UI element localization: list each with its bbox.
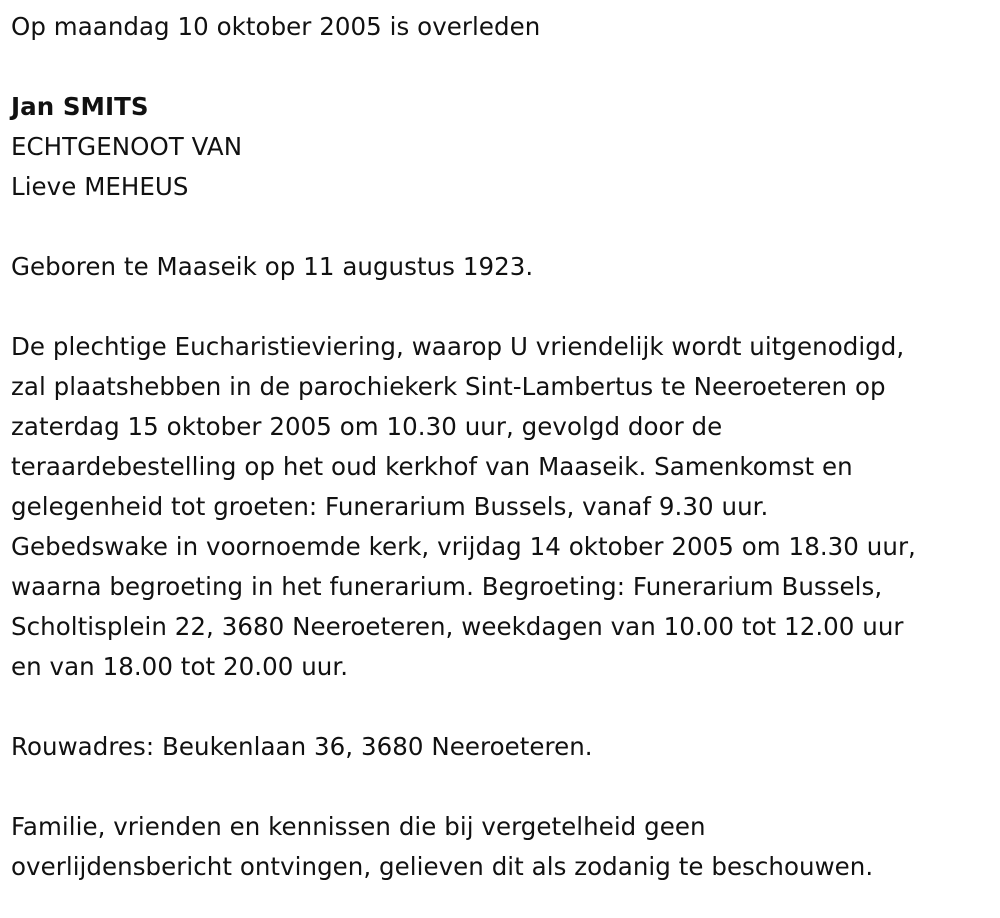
- ceremony-line: zaterdag 15 oktober 2005 om 10.30 uur, gevolgd door de: [11, 412, 723, 441]
- spouse-name: Lieve MEHEUS: [11, 172, 189, 201]
- ceremony-line: Scholtisplein 22, 3680 Neeroeteren, weekdagen van 10.00 tot 12.00 uur: [11, 612, 904, 641]
- ceremony-line: gelegenheid tot groeten: Funerarium Bussels, vanaf 9.30 uur.: [11, 492, 769, 521]
- spacer: [11, 687, 990, 727]
- ceremony-line: waarna begroeting in het funerarium. Begroeting: Funerarium Bussels,: [11, 572, 883, 601]
- closing-line: Familie, vrienden en kennissen die bij vergetelheid geen: [11, 812, 706, 841]
- ceremony-line: en van 18.00 tot 20.00 uur.: [11, 652, 349, 681]
- closing-line: overlijdensbericht ontvingen, gelieven dit als zodanig te beschouwen.: [11, 852, 874, 881]
- intro-line: Op maandag 10 oktober 2005 is overleden: [11, 12, 541, 41]
- spacer: [11, 207, 990, 247]
- ceremony-paragraph: [11, 327, 990, 687]
- birth-line: Geboren te Maaseik op 11 augustus 1923.: [11, 252, 534, 281]
- ceremony-line: Gebedswake in voornoemde kerk, vrijdag 14 oktober 2005 om 18.30 uur,: [11, 532, 916, 561]
- ceremony-line: De plechtige Eucharistieviering, waarop U vriendelijk wordt uitgenodigd,: [11, 332, 905, 361]
- spacer: [11, 47, 990, 87]
- closing-paragraph: [11, 807, 990, 887]
- ceremony-line: zal plaatshebben in de parochiekerk Sint-Lambertus te Neeroeteren op: [11, 372, 886, 401]
- deceased-name: Jan SMITS: [11, 92, 149, 121]
- mourning-address: Rouwadres: Beukenlaan 36, 3680 Neeroeteren.: [11, 732, 593, 761]
- spacer: [11, 287, 990, 327]
- spacer: [11, 767, 990, 807]
- ceremony-line: teraardebestelling op het oud kerkhof van Maaseik. Samenkomst en: [11, 452, 853, 481]
- relation-line: ECHTGENOOT VAN: [11, 132, 243, 161]
- name-block: [11, 87, 990, 207]
